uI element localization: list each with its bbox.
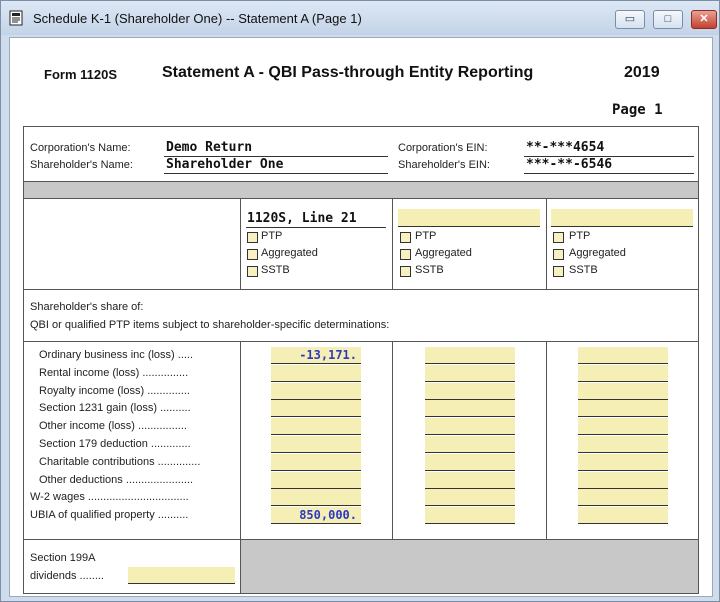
amount-field[interactable] [425,472,515,489]
dividends-field[interactable] [128,567,235,584]
amount-field[interactable] [271,454,361,471]
grey-band [24,182,698,198]
amount-field[interactable] [578,365,668,382]
row-label: Other income (loss) ................ [39,420,187,433]
amount-field[interactable] [271,436,361,453]
amount-field[interactable] [425,454,515,471]
row-label: Section 179 deduction ............. [39,438,191,450]
grey-block [241,540,698,593]
amount-value: 850,000. [299,508,357,523]
form-app-icon [9,10,25,26]
aggregated-label: Aggregated [261,247,318,259]
amount-field[interactable] [578,383,668,400]
amount-field[interactable] [271,418,361,435]
sstb-label: SSTB [415,264,444,276]
row-label: Other deductions ...................... [39,473,194,486]
row-label: W-2 wages ................................. [30,491,189,504]
shareholder-ein-value[interactable]: ***-**-6546 [526,157,613,172]
divider [24,289,698,290]
row-label: UBIA of qualified property .......... [30,509,189,522]
corp-name-label: Corporation's Name: [30,142,131,154]
amount-field[interactable] [425,400,515,417]
amount-field[interactable] [425,365,515,382]
dividends-label-line2: dividends ........ [30,570,104,582]
amount-field[interactable] [578,489,668,506]
form-number: Form 1120S [44,67,117,82]
window-title: Schedule K-1 (Shareholder One) -- Statement A (Page 1) [33,11,362,26]
sstb-checkbox[interactable] [553,266,564,277]
dividends-label-line1: Section 199A [30,552,96,564]
close-button[interactable] [691,10,717,29]
maximize-button[interactable] [653,10,683,29]
amount-field[interactable] [578,472,668,489]
corp-name-value[interactable]: Demo Return [166,140,253,155]
column-divider [546,198,547,289]
row-label: Section 1231 gain (loss) .......... [39,402,191,415]
minimize-icon: ▭ [624,13,636,25]
amount-field[interactable] [578,507,668,524]
column-1-header-underline [246,227,386,228]
row-label: Charitable contributions .............. [39,455,201,468]
column-divider [546,341,547,539]
ptp-label: PTP [569,230,591,242]
corp-ein-value[interactable]: **-***4654 [526,140,605,155]
column-divider [240,341,241,539]
statement-title: Statement A - QBI Pass-through Entity Reporting [162,64,534,81]
row-label: Ordinary business inc (loss) ..... [39,349,194,361]
amount-field[interactable] [578,400,668,417]
amount-field[interactable] [425,436,515,453]
row-label: Royalty income (loss) .............. [39,384,190,397]
amount-field[interactable] [425,507,515,524]
aggregated-checkbox[interactable] [247,249,258,260]
corp-ein-label: Corporation's EIN: [398,142,488,154]
column-divider [240,198,241,289]
close-icon: ✕ [699,13,709,25]
column-divider [392,341,393,539]
amount-field[interactable] [271,472,361,489]
divider [24,198,698,199]
column-1-header: 1120S, Line 21 [247,211,357,226]
sstb-label: SSTB [261,264,290,276]
tax-year: 2019 [624,64,660,81]
maximize-icon: □ [664,13,672,25]
amount-field[interactable] [425,418,515,435]
amount-field[interactable] [578,418,668,435]
share-note-line2: QBI or qualified PTP items subject to shareholder-specific determinations: [30,319,390,331]
amount-field[interactable] [578,347,668,364]
amount-field[interactable] [271,383,361,400]
amount-field[interactable] [578,436,668,453]
shareholder-name-label: Shareholder's Name: [30,159,133,171]
column-divider [392,198,393,289]
ptp-checkbox[interactable] [247,232,258,243]
sstb-label: SSTB [569,264,598,276]
aggregated-checkbox[interactable] [400,249,411,260]
amount-field[interactable] [271,365,361,382]
aggregated-checkbox[interactable] [553,249,564,260]
amount-field[interactable] [425,347,515,364]
divider [24,341,698,342]
sstb-checkbox[interactable] [247,266,258,277]
amount-value: -13,171. [299,348,357,362]
title-bar[interactable] [1,1,719,35]
ptp-label: PTP [415,230,437,242]
shareholder-ein-underline [524,173,694,174]
ptp-label: PTP [261,230,283,242]
amount-field[interactable] [271,489,361,506]
shareholder-name-value[interactable]: Shareholder One [166,157,284,172]
amount-field[interactable] [425,489,515,506]
minimize-button[interactable] [615,10,645,29]
ptp-checkbox[interactable] [400,232,411,243]
amount-field[interactable] [425,383,515,400]
statement-frame [23,126,699,594]
form-area [9,37,713,597]
row-label: Rental income (loss) ............... [39,366,189,379]
shareholder-name-underline [164,173,388,174]
amount-field[interactable] [271,400,361,417]
page-number: Page 1 [612,102,663,118]
column-3-header-field[interactable] [551,209,693,227]
amount-field[interactable] [578,454,668,471]
aggregated-label: Aggregated [415,247,472,259]
column-2-header-field[interactable] [398,209,540,227]
shareholder-ein-label: Shareholder's EIN: [398,159,490,171]
sstb-checkbox[interactable] [400,266,411,277]
ptp-checkbox[interactable] [553,232,564,243]
share-note-line1: Shareholder's share of: [30,301,144,313]
aggregated-label: Aggregated [569,247,626,259]
